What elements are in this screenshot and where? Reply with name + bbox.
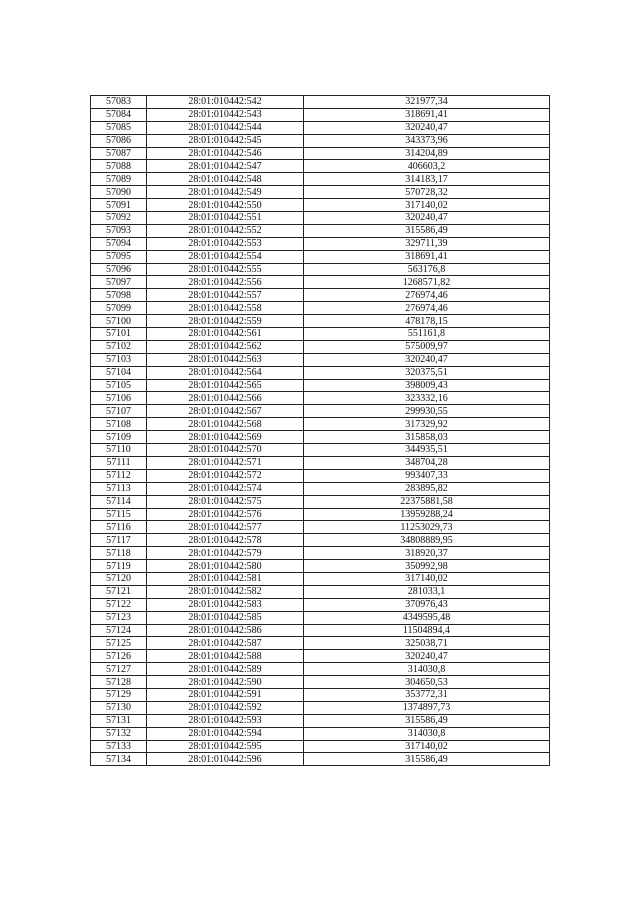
table-row [91,431,550,444]
table-row [91,379,550,392]
row-number-cell: 57087 [91,147,147,160]
table-row [91,199,550,212]
value-cell: 318691,41 [304,250,550,263]
row-number-cell: 57107 [91,405,147,418]
cadastral-number-cell: 28:01:010442:547 [147,160,304,173]
table-row [91,572,550,585]
row-number-cell: 57125 [91,637,147,650]
row-number-cell: 57134 [91,753,147,766]
table-row [91,624,550,637]
table-row [91,727,550,740]
table-row [91,560,550,573]
value-cell: 551161,8 [304,328,550,341]
value-cell: 398009,43 [304,379,550,392]
table-row [91,366,550,379]
row-number-cell: 57124 [91,624,147,637]
row-number-cell: 57104 [91,366,147,379]
cadastral-number-cell: 28:01:010442:574 [147,482,304,495]
row-number-cell: 57122 [91,598,147,611]
cadastral-number-cell: 28:01:010442:554 [147,250,304,263]
row-number-cell: 57098 [91,289,147,302]
row-number-cell: 57103 [91,353,147,366]
value-cell: 22375881,58 [304,495,550,508]
row-number-cell: 57120 [91,572,147,585]
table-row [91,508,550,521]
value-cell: 478178,15 [304,315,550,328]
cadastral-number-cell: 28:01:010442:559 [147,315,304,328]
table-row [91,714,550,727]
cadastral-number-cell: 28:01:010442:572 [147,469,304,482]
cadastral-number-cell: 28:01:010442:557 [147,289,304,302]
table-row [91,186,550,199]
cadastral-number-cell: 28:01:010442:551 [147,212,304,225]
table-row [91,212,550,225]
value-cell: 315586,49 [304,753,550,766]
value-cell: 406603,2 [304,160,550,173]
cadastral-number-cell: 28:01:010442:543 [147,108,304,121]
cadastral-number-cell: 28:01:010442:566 [147,392,304,405]
table-row [91,392,550,405]
row-number-cell: 57117 [91,534,147,547]
table-row [91,521,550,534]
cadastral-number-cell: 28:01:010442:585 [147,611,304,624]
cadastral-number-cell: 28:01:010442:553 [147,237,304,250]
cadastral-number-cell: 28:01:010442:558 [147,302,304,315]
row-number-cell: 57097 [91,276,147,289]
table-row [91,418,550,431]
table-body [91,96,550,766]
cadastral-number-cell: 28:01:010442:593 [147,714,304,727]
value-cell: 317140,02 [304,572,550,585]
value-cell: 993407,33 [304,469,550,482]
cadastral-number-cell: 28:01:010442:550 [147,199,304,212]
cadastral-number-cell: 28:01:010442:565 [147,379,304,392]
table-row [91,469,550,482]
row-number-cell: 57096 [91,263,147,276]
cadastral-number-cell: 28:01:010442:548 [147,173,304,186]
row-number-cell: 57108 [91,418,147,431]
cadastral-number-cell: 28:01:010442:579 [147,547,304,560]
cadastral-number-cell: 28:01:010442:591 [147,688,304,701]
table-row [91,676,550,689]
cadastral-number-cell: 28:01:010442:570 [147,444,304,457]
value-cell: 317140,02 [304,199,550,212]
value-cell: 315586,49 [304,224,550,237]
value-cell: 317329,92 [304,418,550,431]
row-number-cell: 57091 [91,199,147,212]
table-row [91,96,550,109]
value-cell: 4349595,48 [304,611,550,624]
row-number-cell: 57083 [91,96,147,109]
cadastral-number-cell: 28:01:010442:595 [147,740,304,753]
cadastral-number-cell: 28:01:010442:546 [147,147,304,160]
table-row [91,663,550,676]
table-row [91,598,550,611]
value-cell: 1374897,73 [304,701,550,714]
table-row [91,753,550,766]
row-number-cell: 57106 [91,392,147,405]
table-row [91,688,550,701]
value-cell: 320240,47 [304,650,550,663]
table-row [91,340,550,353]
row-number-cell: 57110 [91,444,147,457]
table-row [91,302,550,315]
cadastral-number-cell: 28:01:010442:569 [147,431,304,444]
cadastral-number-cell: 28:01:010442:561 [147,328,304,341]
value-cell: 323332,16 [304,392,550,405]
table-row [91,289,550,302]
table-row [91,456,550,469]
table-row [91,444,550,457]
cadastral-number-cell: 28:01:010442:577 [147,521,304,534]
table-row [91,134,550,147]
table-row [91,276,550,289]
table-row [91,250,550,263]
cadastral-number-cell: 28:01:010442:588 [147,650,304,663]
row-number-cell: 57102 [91,340,147,353]
value-cell: 329711,39 [304,237,550,250]
cadastral-number-cell: 28:01:010442:582 [147,585,304,598]
row-number-cell: 57127 [91,663,147,676]
cadastral-number-cell: 28:01:010442:592 [147,701,304,714]
cadastral-number-cell: 28:01:010442:578 [147,534,304,547]
cadastral-number-cell: 28:01:010442:544 [147,121,304,134]
value-cell: 318920,37 [304,547,550,560]
row-number-cell: 57123 [91,611,147,624]
row-number-cell: 57133 [91,740,147,753]
row-number-cell: 57093 [91,224,147,237]
value-cell: 1268571,82 [304,276,550,289]
row-number-cell: 57128 [91,676,147,689]
value-cell: 34808889,95 [304,534,550,547]
row-number-cell: 57101 [91,328,147,341]
value-cell: 283895,82 [304,482,550,495]
value-cell: 315858,03 [304,431,550,444]
cadastral-number-cell: 28:01:010442:564 [147,366,304,379]
table-row [91,650,550,663]
row-number-cell: 57085 [91,121,147,134]
value-cell: 320240,47 [304,353,550,366]
row-number-cell: 57113 [91,482,147,495]
cadastral-number-cell: 28:01:010442:552 [147,224,304,237]
value-cell: 304650,53 [304,676,550,689]
row-number-cell: 57086 [91,134,147,147]
row-number-cell: 57092 [91,212,147,225]
value-cell: 343373,96 [304,134,550,147]
cadastral-number-cell: 28:01:010442:568 [147,418,304,431]
table-row [91,173,550,186]
row-number-cell: 57112 [91,469,147,482]
row-number-cell: 57111 [91,456,147,469]
value-cell: 320375,51 [304,366,550,379]
table-row [91,224,550,237]
value-cell: 320240,47 [304,212,550,225]
value-cell: 314030,8 [304,663,550,676]
row-number-cell: 57119 [91,560,147,573]
value-cell: 348704,28 [304,456,550,469]
cadastral-number-cell: 28:01:010442:576 [147,508,304,521]
cadastral-number-cell: 28:01:010442:567 [147,405,304,418]
table-row [91,482,550,495]
row-number-cell: 57094 [91,237,147,250]
table-row [91,495,550,508]
row-number-cell: 57099 [91,302,147,315]
value-cell: 317140,02 [304,740,550,753]
row-number-cell: 57129 [91,688,147,701]
cadastral-number-cell: 28:01:010442:549 [147,186,304,199]
table-row [91,637,550,650]
value-cell: 350992,98 [304,560,550,573]
cadastral-number-cell: 28:01:010442:571 [147,456,304,469]
value-cell: 314183,17 [304,173,550,186]
row-number-cell: 57088 [91,160,147,173]
value-cell: 325038,71 [304,637,550,650]
value-cell: 314030,8 [304,727,550,740]
value-cell: 281033,1 [304,585,550,598]
value-cell: 570728,32 [304,186,550,199]
value-cell: 315586,49 [304,714,550,727]
row-number-cell: 57089 [91,173,147,186]
row-number-cell: 57121 [91,585,147,598]
table-row [91,740,550,753]
cadastral-value-table [90,95,550,766]
value-cell: 13959288,24 [304,508,550,521]
cadastral-number-cell: 28:01:010442:590 [147,676,304,689]
value-cell: 575009,97 [304,340,550,353]
table-row [91,237,550,250]
table-row [91,263,550,276]
table-row [91,405,550,418]
row-number-cell: 57130 [91,701,147,714]
row-number-cell: 57090 [91,186,147,199]
value-cell: 11504894,4 [304,624,550,637]
table-row [91,353,550,366]
cadastral-number-cell: 28:01:010442:586 [147,624,304,637]
cadastral-number-cell: 28:01:010442:583 [147,598,304,611]
cadastral-number-cell: 28:01:010442:596 [147,753,304,766]
cadastral-number-cell: 28:01:010442:589 [147,663,304,676]
value-cell: 321977,34 [304,96,550,109]
table-row [91,315,550,328]
cadastral-number-cell: 28:01:010442:563 [147,353,304,366]
table-row [91,328,550,341]
table-row [91,701,550,714]
cadastral-number-cell: 28:01:010442:555 [147,263,304,276]
cadastral-number-cell: 28:01:010442:545 [147,134,304,147]
value-cell: 299930,55 [304,405,550,418]
row-number-cell: 57132 [91,727,147,740]
row-number-cell: 57126 [91,650,147,663]
row-number-cell: 57118 [91,547,147,560]
value-cell: 353772,31 [304,688,550,701]
value-cell: 276974,46 [304,289,550,302]
value-cell: 314204,89 [304,147,550,160]
cadastral-number-cell: 28:01:010442:562 [147,340,304,353]
table-row [91,108,550,121]
row-number-cell: 57084 [91,108,147,121]
table-row [91,160,550,173]
row-number-cell: 57115 [91,508,147,521]
value-cell: 276974,46 [304,302,550,315]
value-cell: 318691,41 [304,108,550,121]
row-number-cell: 57109 [91,431,147,444]
row-number-cell: 57116 [91,521,147,534]
table-row [91,611,550,624]
value-cell: 320240,47 [304,121,550,134]
table-row [91,547,550,560]
cadastral-number-cell: 28:01:010442:594 [147,727,304,740]
table-row [91,121,550,134]
row-number-cell: 57095 [91,250,147,263]
row-number-cell: 57114 [91,495,147,508]
value-cell: 344935,51 [304,444,550,457]
cadastral-number-cell: 28:01:010442:542 [147,96,304,109]
value-cell: 563176,8 [304,263,550,276]
row-number-cell: 57131 [91,714,147,727]
cadastral-number-cell: 28:01:010442:581 [147,572,304,585]
row-number-cell: 57100 [91,315,147,328]
cadastral-number-cell: 28:01:010442:580 [147,560,304,573]
row-number-cell: 57105 [91,379,147,392]
cadastral-number-cell: 28:01:010442:587 [147,637,304,650]
table-row [91,534,550,547]
cadastral-number-cell: 28:01:010442:556 [147,276,304,289]
value-cell: 11253029,73 [304,521,550,534]
table-row [91,147,550,160]
cadastral-number-cell: 28:01:010442:575 [147,495,304,508]
table-row [91,585,550,598]
value-cell: 370976,43 [304,598,550,611]
